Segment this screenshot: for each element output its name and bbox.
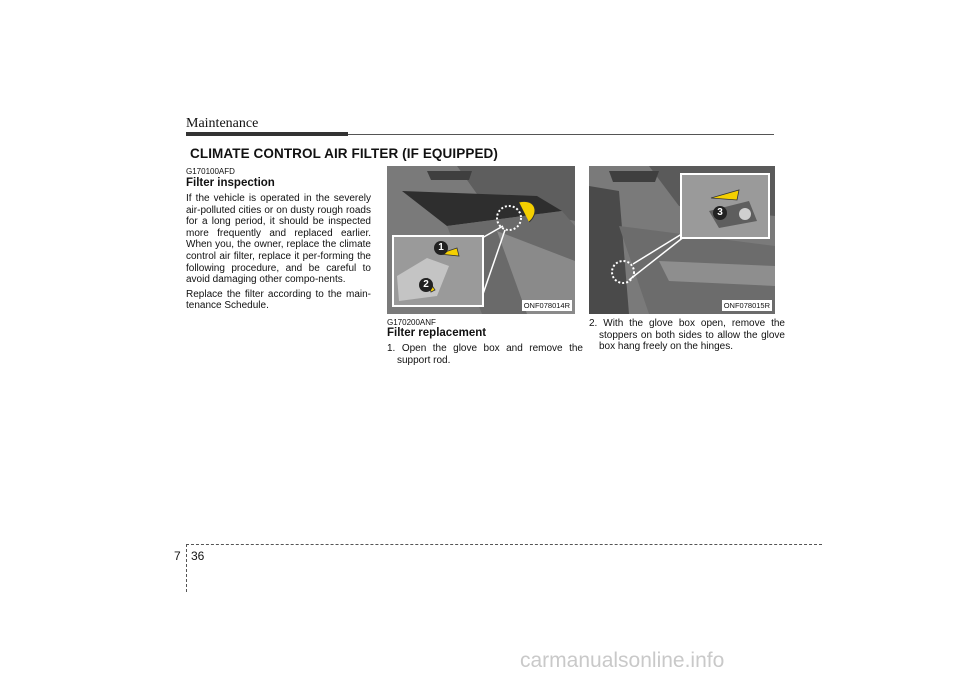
replacement-heading: Filter replacement [387, 327, 487, 339]
inspection-code: G170100AFD [186, 167, 235, 176]
inspection-heading: Filter inspection [186, 177, 275, 189]
callout-1: 1 [434, 241, 448, 255]
figure-glove-box-support-rod [387, 166, 575, 314]
replacement-step-1: 1. Open the glove box and remove the support rod. [387, 343, 583, 366]
inspection-paragraph: If the vehicle is operated in the severely air-polluted cities or on dusty rough roads for a long period, it should be inspected more frequently and replaced earlier. When you, the owner, replace the climate control air filter, replace it per-forming the following procedure, and be careful to avoid damaging other compo-nents. [186, 193, 371, 286]
header-title: Maintenance [186, 116, 259, 131]
section-title: CLIMATE CONTROL AIR FILTER (IF EQUIPPED) [190, 146, 498, 161]
chapter-number: 7 [174, 549, 181, 563]
header-rule-thin [348, 134, 774, 135]
glove-box-illustration [387, 166, 575, 314]
replacement-step-2: 2. With the glove box open, remove the stoppers on both sides to allow the glove box hang freely on the hinges. [589, 318, 785, 353]
callout-2: 2 [419, 278, 433, 292]
footer-rule [186, 544, 822, 545]
figure-glove-box-stoppers [589, 166, 775, 314]
inspection-body [186, 193, 371, 315]
callout-3: 3 [713, 206, 727, 220]
stopper-illustration [589, 166, 775, 314]
figure-label: ONF078015R [723, 301, 770, 310]
page-number: 36 [191, 549, 205, 563]
watermark: carmanualsonline.info [520, 649, 725, 672]
inspection-paragraph: Replace the filter according to the main-tenance Schedule. [186, 288, 371, 312]
figure-label: ONF078014R [523, 301, 570, 310]
header-rule-dark [186, 132, 348, 136]
replacement-code: G170200ANF [387, 318, 436, 327]
footer-divider [186, 544, 187, 592]
